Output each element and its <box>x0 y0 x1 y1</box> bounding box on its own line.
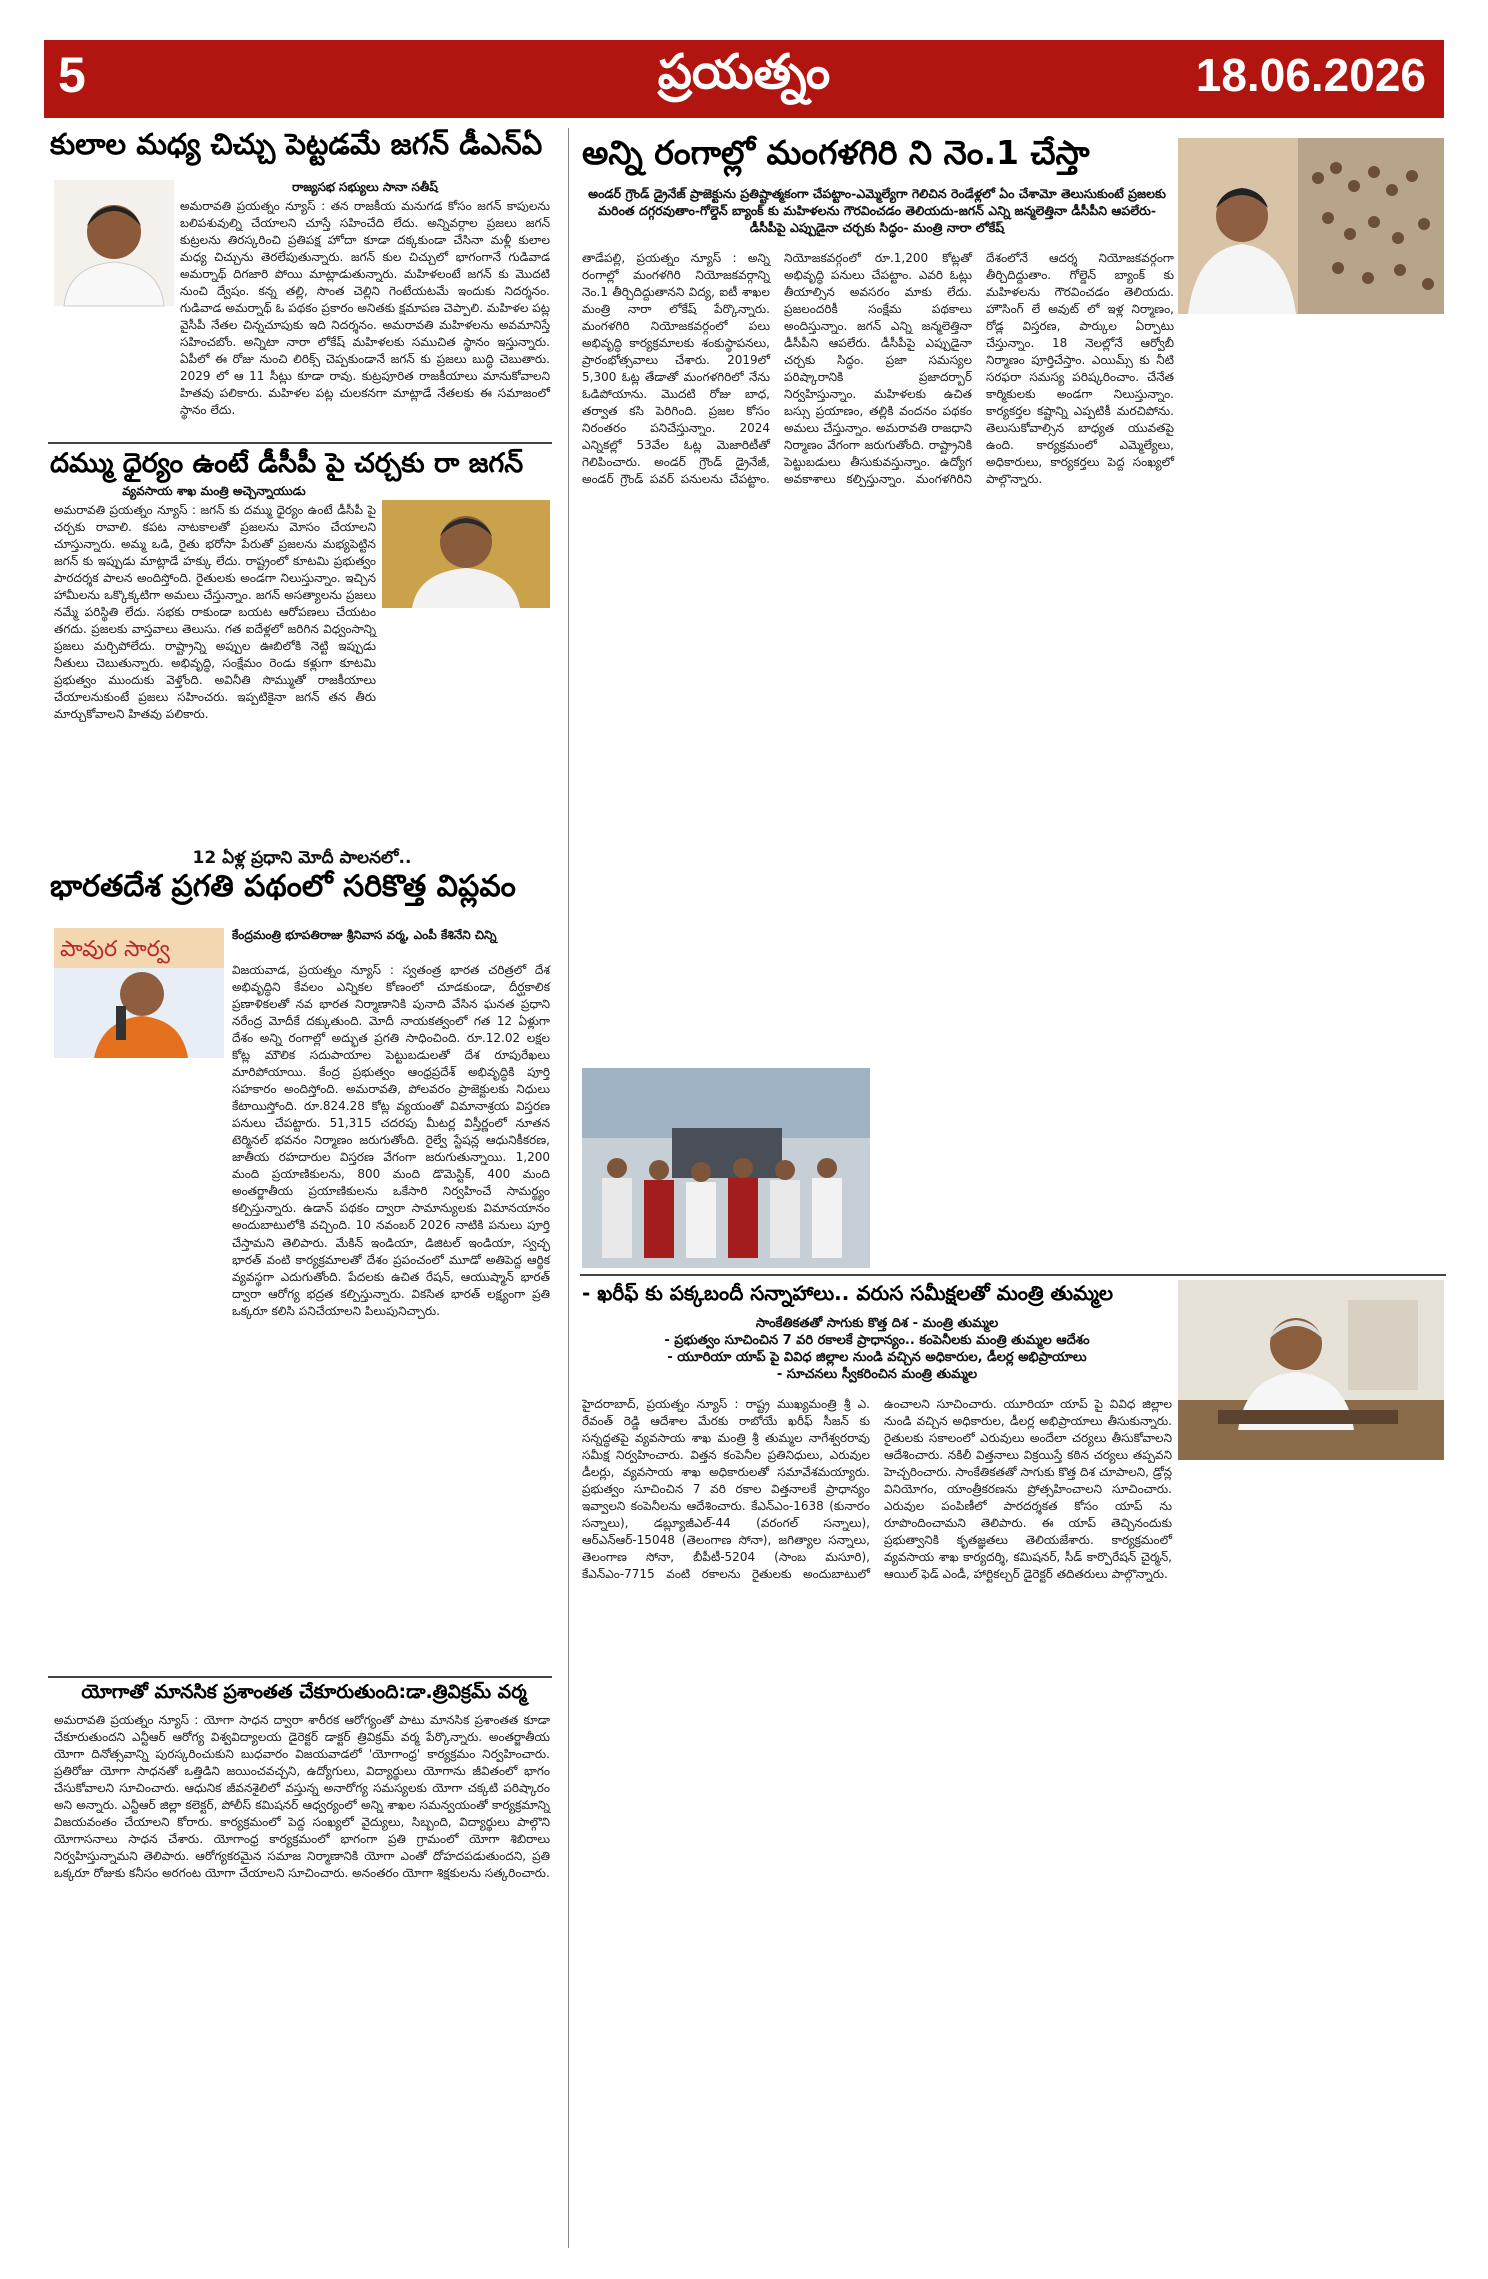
article5-headline: అన్ని రంగాల్లో మంగళగిరి ని నెం.1 చేస్తా <box>582 133 1090 172</box>
svg-text:పావుర సార్వ: పావుర సార్వ <box>60 937 170 962</box>
article6-deck-line: - ప్రభుత్వం సూచించిన 7 వరి రకాలకే ప్రాధాన్యం.. కంపెనీలకు మంత్రి తుమ్మల ఆదేశం <box>664 1332 1090 1348</box>
article3-headline: భారతదేశ ప్రగతి పథంలో సరికొత్త విప్లవం <box>50 869 516 904</box>
separator <box>48 1676 552 1678</box>
article6-headline: - ఖరీఫ్ కు పక్కబందీ సన్నాహాలు.. వరుస సమీక్షలతో మంత్రి తుమ్మల <box>582 1281 1114 1305</box>
article2-body-continued <box>54 612 550 842</box>
article3-body-continued <box>54 1064 550 1672</box>
separator <box>48 442 552 444</box>
article1-headline: కులాల మధ్య చిచ్చు పెట్టడమే జగన్ డీఎన్ఏ <box>50 127 543 161</box>
article2-headline: దమ్ము ధైర్యం ఉంటే డీసీపీ పై చర్చకు రా జగన్ <box>50 448 524 479</box>
article5-deck: అండర్ గ్రౌండ్ డ్రైనేజ్ ప్రాజెక్టును ప్రతిష్టాత్మకంగా చేపట్టాం-ఎమ్మెల్యేగా గెలిచిన రెండేళ్లలో ఏం చేశామో తెలుసుకుంటే ప్రజలకు మరింత దగ్గరవుతాం-గోల్డెన్ బ్యాంక్ కు మహిళలను గౌరవించడం తెలియదు-జగన్ ఎన్ని జన్మలెత్తినా డీసీపీని ఆపలేరు-డీసీపీపై ఎప్పుడైనా చర్చకు సిద్ధం- మంత్రి నారా లోకేష్ <box>588 186 1166 235</box>
paper-name: ప్రయత్నం <box>657 44 831 100</box>
article1-body-continued <box>54 310 550 440</box>
article1-photo <box>54 180 174 306</box>
article5-body-lower <box>582 584 1174 1064</box>
article3-byline: కేంద్రమంత్రి భూపతిరాజు శ్రీనివాస వర్మ, ఎంపీ కేశినేని చిన్ని <box>232 928 497 942</box>
article6-body: హైదరాబాద్, ప్రయత్నం న్యూస్ : రాష్ట్ర ముఖ్యమంత్రి శ్రీ ఎ. రేవంత్ రెడ్డి ఆదేశాల మేరకు రాబోయే ఖరీఫ్ సీజన్ కు సన్నద్ధతపై వ్యవసాయ శాఖ మంత్రి శ్రీ తుమ్మల నాగేశ్వరరావు సమీక్ష నిర్వహించారు. విత్తన కంపెనీల ప్రతినిధులు, ఎరువుల డీలర్లు, వ్యవసాయ శాఖ అధికారులతో సమావేశమయ్యారు. ప్రభుత్వం సూచించిన 7 వరి రకాల విత్తనాలకే ప్రాధాన్యం ఇవ్వాలని కంపెనీలను ఆదేశించారు. కేఎన్ఎం-1638 (కునారం సన్నాలు), డబ్ల్యూజీఎల్-44 (వరంగల్ సన్నాలు), ఆర్ఎన్ఆర్-15048 (తెలంగాణ సోనా), జగిత్యాల సన్నాలు, తెలంగాణ సోనా, బీపీటీ-5204 (సాంబ మసూరి), కేఎన్ఎం-7715 వంటి రకాలను రైతులకు అందుబాటులో ఉంచాలని సూచించారు. యూరియా యాప్ పై వివిధ జిల్లాల నుండి వచ్చిన అధికారుల, డీలర్ల అభిప్రాయాలు తీసుకున్నారు. రైతులకు సకాలంలో ఎరువులు అందేలా చర్యలు తీసుకోవాలని ఆదేశించారు. నకిలీ విత్తనాలు విక్రయిస్తే కఠిన చర్యలు తప్పవని హెచ్చరించారు. సాంకేతికతతో సాగుకు కొత్త దిశ చూపాలని, డ్రోన్ల వినియోగం, యాంత్రీకరణను ప్రోత్సహించాలని సూచించారు. ఎరువుల పంపిణీలో పారదర్శకత కోసం యాప్ ను రూపొందించామని తెలిపారు. ఈ యాప్ తెచ్చినందుకు ప్రభుత్వానికి కృతజ్ఞతలు తెలియజేశారు. కార్యక్రమంలో వ్యవసాయ శాఖ కార్యదర్శి, కమిషనర్, సీడ్ కార్పొరేషన్ చైర్మన్, ఆయిల్ ఫెడ్ ఎండీ, హార్టికల్చర్ డైరెక్టర్ తదితరులు పాల్గొన్నారు. <box>582 1397 1172 1582</box>
page-number: 5 <box>58 47 86 103</box>
article6-deck-line: సాంకేతికతతో సాగుకు కొత్త దిశ - మంత్రి తుమ్మల <box>755 1316 999 1331</box>
article4-body: అమరావతి ప్రయత్నం న్యూస్ : యోగా సాధన ద్వారా శారీరక ఆరోగ్యంతో పాటు మానసిక ప్రశాంతత కూడా చేకూరుతుందని ఎన్టీఆర్ ఆరోగ్య విశ్వవిద్యాలయ డైరెక్టర్ డాక్టర్ త్రివిక్రమ్ వర్మ పేర్కొన్నారు. అంతర్జాతీయ యోగా దినోత్సవాన్ని పురస్కరించుకుని బుధవారం విజయవాడలో 'యోగాంధ్ర' కార్యక్రమం నిర్వహించారు. ప్రతిరోజు యోగా సాధనతో ఒత్తిడిని జయించవచ్చని, ఉద్యోగులు, విద్యార్థులు యోగాను జీవితంలో భాగం చేసుకోవాలని సూచించారు. ఆధునిక జీవనశైలిలో వస్తున్న అనారోగ్య సమస్యలకు యోగా చక్కటి పరిష్కారం అని అన్నారు. ఎన్టీఆర్ జిల్లా కలెక్టర్, పోలీస్ కమిషనర్ ఆధ్వర్యంలో అన్ని శాఖల సమన్వయంతో కార్యక్రమాన్ని విజయవంతం చేయాలని కోరారు. కార్యక్రమంలో పెద్ద సంఖ్యలో వైద్యులు, సిబ్బంది, విద్యార్థులు పాల్గొని యోగాసనాలు సాధన చేశారు. యోగాంధ్ర కార్యక్రమంలో భాగంగా ప్రతి గ్రామంలో యోగా శిబిరాలు నిర్వహిస్తున్నామని తెలిపారు. ఆరోగ్యకరమైన సమాజ నిర్మాణానికి యోగా ఎంతో దోహదపడుతుందని, ప్రతి ఒక్కరూ రోజుకు కనీసం అరగంట యోగా చేయాలని సూచించారు. అనంతరం యోగా శిక్షకులను సత్కరించారు. <box>54 1713 550 1881</box>
article5-body-bottom <box>880 1068 1174 1268</box>
article6-photo <box>1178 1280 1444 1460</box>
column-divider <box>568 128 569 2248</box>
masthead-bar <box>44 40 1444 118</box>
article1-byline: రాజ్యసభ సభ్యులు సానా సతీష్ <box>292 180 438 194</box>
article2-photo <box>382 500 550 608</box>
article3-photo <box>54 928 224 1058</box>
article6-deck <box>582 1316 1172 1384</box>
article5-photo-main <box>1178 138 1444 314</box>
article5-body: తాడేపల్లి, ప్రయత్నం న్యూస్ : అన్ని రంగాల్లో మంగళగిరి నియోజకవర్గాన్ని నెం.1 తీర్చిదిద్దుతానని విద్య, ఐటీ శాఖల మంత్రి నారా లోకేష్ పేర్కొన్నారు. మంగళగిరి నియోజకవర్గంలో పలు అభివృద్ధి కార్యక్రమాలకు శంకుస్థాపనలు, ప్రారంభోత్సవాలు చేశారు. 2019లో 5,300 ఓట్ల తేడాతో మంగళగిరిలో నేను ఓడిపోయాను. మొదటి రోజు బాధ, తర్వాత కసి పెరిగింది. ప్రజల కోసం నిరంతరం పనిచేస్తున్నాం. 2024 ఎన్నికల్లో 53వేల ఓట్ల మెజారిటీతో గెలిపించారు. అండర్ గ్రౌండ్ డ్రైనేజీ, అండర్ గ్రౌండ్ పవర్ పనులను చేపట్టాం. నియోజకవర్గంలో రూ.1,200 కోట్లతో అభివృద్ధి పనులు చేపట్టాం. ఎవరి ఓట్లు తీయాల్సిన అవసరం మాకు లేదు. ప్రజలందరికీ సంక్షేమ పథకాలు అందిస్తున్నాం. జగన్ ఎన్ని జన్మలెత్తినా డీసీపీని ఆపలేరు. డీసీపీపై ఎప్పుడైనా చర్చకు సిద్ధం. ప్రజా సమస్యల పరిష్కారానికి ప్రజాదర్బార్ నిర్వహిస్తున్నాం. మహిళలకు ఉచిత బస్సు ప్రయాణం, తల్లికి వందనం పథకం అమలు చేస్తున్నాం. అమరావతి రాజధాని నిర్మాణం వేగంగా జరుగుతోంది. రాష్ట్రానికి పెట్టుబడులు తీసుకువస్తున్నాం. ఉద్యోగ అవకాశాలు కల్పిస్తున్నాం. మంగళగిరిని దేశంలోనే ఆదర్శ నియోజకవర్గంగా తీర్చిదిద్దుతాం. గోల్డెన్ బ్యాంక్ కు మహిళలను గౌరవించడం తెలియదు. హౌసింగ్ లే అవుట్ లో ఇళ్ల నిర్మాణం, రోడ్ల విస్తరణ, పార్కుల ఏర్పాటు చేస్తున్నాం. 18 నెలల్లోనే ఆర్వోబీ నిర్మాణం పూర్తిచేస్తాం. ఎయిమ్స్ కు నీటి సరఫరా సమస్య పరిష్కరించాం. చేనేత కార్మికులకు అండగా నిలుస్తున్నాం. కార్యకర్తల కష్టాన్ని ఎప్పటికీ మరచిపోను. తెలుసుకోవాల్సిన బాధ్యత యువతపై ఉంది. కార్యక్రమంలో ఎమ్మెల్యేలు, అధికారులు, కార్యకర్తలు పెద్ద సంఖ్యలో పాల్గొన్నారు. <box>582 251 1174 487</box>
article5-body-side <box>1178 320 1444 1260</box>
article1-body: అమరావతి ప్రయత్నం న్యూస్ : తన రాజకీయ మనుగడ కోసం జగన్ కాపులను బలిపశువుల్ని చేయాలని చూస్తే సహించేది లేదు. అన్నివర్గాల ప్రజలు జగన్ కుట్రలను తిరస్కరించి ప్రతిపక్ష హోదా కూడా దక్కకుండా చేసినా మళ్లీ కులాల మధ్య చిచ్చును తెరలేపుతున్నారు. జగన్ కుల చిచ్చులో భాగంగానే గుడివాడ అమర్నాథ్ దిగజారి పోయి మాట్లాడుతున్నారు. మహిళలంటే జగన్ కు మొదటి నుంచి ద్వేషం. కన్న తల్లి, సొంత చెల్లిని గెంటేయటమే ఇందుకు నిదర్శనం. గుడివాడ అమర్నాథ్ ఓ పథకం ప్రకారం అనితకు క్షమాపణ చెప్పాలి. మహిళల పట్ల వైసీపీ నేతల చిన్నచూపుకు ఇది నిదర్శనం. అమరావతి మహిళలను అవమానిస్తే సహించబోం. అన్నిటా నారా లోకేష్ మహిళలకు సముచిత స్థానం ఇస్తున్నారు. ఏపీలో ఈ రోజు నుంచి లిరిక్స్ చెప్పకుండానే జగన్ కు ప్రజలు బుద్ధి చెబుతారు. 2029 లో ఆ 11 సీట్లు కూడా రావు. కుట్రపూరిత రాజకీయాలు మానుకోవాలని హితవు పలికారు. మహిళల పట్ల చులకనగా మాట్లాడే నేతలకు ఈ సమాజంలో స్థానం లేదు. <box>180 199 550 418</box>
article2-body: అమరావతి ప్రయత్నం న్యూస్ : జగన్ కు దమ్ము ధైర్యం ఉంటే డీసీపీ పై చర్చకు రావాలి. కపట నాటకాలతో ప్రజలను మోసం చేయాలని చూస్తున్నారు. అమ్మ ఒడి, రైతు భరోసా పేరుతో ప్రజలను మభ్యపెట్టిన జగన్ కు ఇప్పుడు మాట్లాడే హక్కు లేదు. రాష్ట్రంలో కూటమి ప్రభుత్వం పారదర్శక పాలన అందిస్తోంది. రైతులకు అండగా నిలుస్తున్నాం. ఇచ్చిన హామీలను ఒక్కొక్కటిగా అమలు చేస్తున్నాం. జగన్ అసత్యాలను ప్రజలు నమ్మే పరిస్థితి లేదు. సభకు రాకుండా బయట ఆరోపణలు చేయటం తగదు. ప్రజలకు వాస్తవాలు తెలుసు. గత ఐదేళ్లలో జరిగిన విధ్వంసాన్ని ప్రజలు మర్చిపోలేదు. రాష్ట్రాన్ని అప్పుల ఊబిలోకి నెట్టి ఇప్పుడు నీతులు చెబుతున్నారు. అభివృద్ధి, సంక్షేమం రెండు కళ్లుగా కూటమి ప్రభుత్వం ముందుకు వెళ్తోంది. అవినీతి సొమ్ముతో రాజకీయాలు చేయాలనుకుంటే ప్రజలు సహించరు. ఇప్పటికైనా జగన్ తన తీరు మార్చుకోవాలని హితవు పలికారు. <box>54 503 376 722</box>
article2-byline: వ్యవసాయ శాఖ మంత్రి అచ్చెన్నాయుడు <box>122 484 306 498</box>
article6-body-side <box>1178 1466 1444 2248</box>
article6-deck-line: - యూరియా యాప్ పై వివిధ జిల్లాల నుండి వచ్చిన అధికారుల, డీలర్ల అభిప్రాయాలు <box>667 1349 1087 1365</box>
article6-deck-line: - సూచనలు స్వీకరించిన మంత్రి తుమ్మల <box>776 1366 978 1382</box>
article5-photo-event <box>582 1068 870 1268</box>
article3-kicker: 12 ఏళ్ల ప్రధాని మోదీ పాలనలో.. <box>192 848 412 868</box>
article4-headline: యోగాతో మానసిక ప్రశాంతత చేకూరుతుంది:డా.త్రివిక్రమ్ వర్మ <box>81 1681 527 1703</box>
issue-date: 18.06.2026 <box>1195 49 1426 101</box>
article3-body: విజయవాడ, ప్రయత్నం న్యూస్ : స్వతంత్ర భారత చరిత్రలో దేశ అభివృద్ధిని కేవలం ఎన్నికల కోణంలో చూడకుండా, దీర్ఘకాలిక ప్రణాళికలతో నవ భారత నిర్మాణానికి పునాది వేసిన ఘనత ప్రధాని నరేంద్ర మోదీకే దక్కుతుంది. మోదీ నాయకత్వంలో గత 12 ఏళ్లుగా దేశం అన్ని రంగాల్లో అద్భుత ప్రగతి సాధించింది. రూ.12.02 లక్షల కోట్ల మౌలిక సదుపాయాల పెట్టుబడులతో దేశ రూపురేఖలు మారిపోయాయి. కేంద్ర ప్రభుత్వం ఆంధ్రప్రదేశ్ అభివృద్ధికి పూర్తి సహకారం అందిస్తోంది. అమరావతి, పోలవరం ప్రాజెక్టులకు నిధులు కేటాయిస్తోంది. రూ.824.28 కోట్ల వ్యయంతో విమానాశ్రయ విస్తరణ పనులు చేపట్టారు. 51,315 చదరపు మీటర్ల విస్తీర్ణంలో నూతన టెర్మినల్ భవనం నిర్మాణం జరుగుతోంది. రైల్వే స్టేషన్ల ఆధునికీకరణ, జాతీయ రహదారుల విస్తరణ వేగంగా జరుగుతున్నాయి. 1,200 మంది ప్రయాణికులను, 800 మంది డొమెస్టిక్, 400 మంది అంతర్జాతీయ ప్రయాణికులను ఒకేసారి నిర్వహించే సామర్థ్యం కల్పిస్తున్నారు. ఉడాన్ పథకం ద్వారా సామాన్యులకు విమానయానం అందుబాటులోకి వచ్చింది. 10 నవంబర్ 2026 నాటికి పనులు పూర్తి చేస్తామని తెలిపారు. మేకిన్ ఇండియా, డిజిటల్ ఇండియా, స్వచ్ఛ భారత్ వంటి కార్యక్రమాలతో దేశం ప్రపంచంలో మూడో అతిపెద్ద ఆర్థిక వ్యవస్థగా ఎదుగుతోంది. పేదలకు ఉచిత రేషన్, ఆయుష్మాన్ భారత్ ద్వారా ఆరోగ్య భద్రత కల్పిస్తున్నారు. వికసిత భారత్ లక్ష్యంగా ప్రతి ఒక్కరూ కలిసి పనిచేయాలని పిలుపునిచ్చారు. <box>232 963 550 1318</box>
separator <box>580 1274 1446 1276</box>
